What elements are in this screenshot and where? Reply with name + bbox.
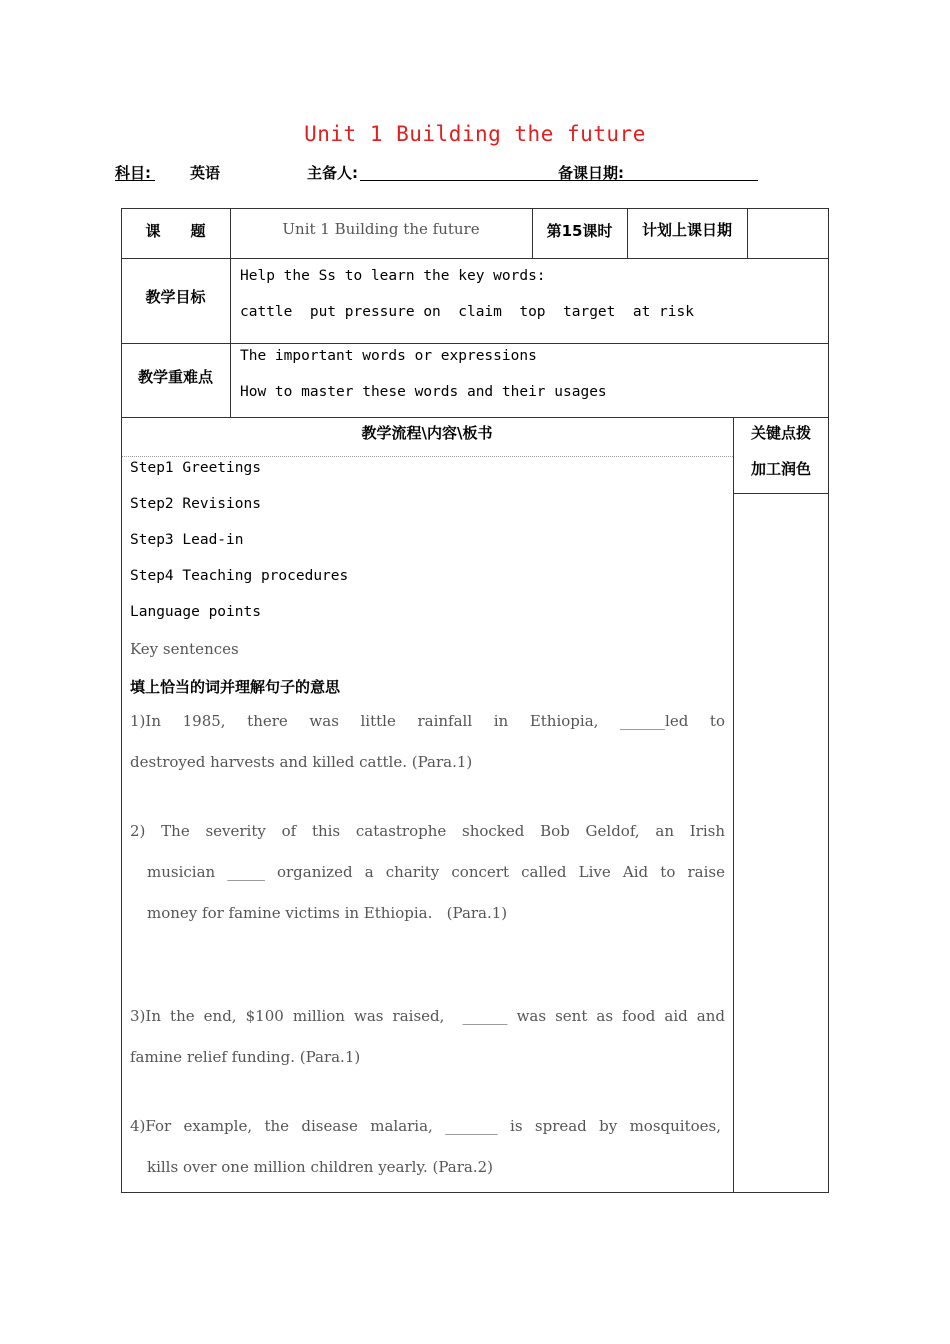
step-3: Step3 Lead-in	[130, 532, 244, 548]
step-1: Step1 Greetings	[130, 460, 261, 476]
process-header: 教学流程\内容\板书	[361, 424, 493, 442]
question-1-line-2: destroyed harvests and killed cattle. (Para.1)	[130, 753, 473, 771]
step-4: Step4 Teaching procedures	[130, 568, 349, 584]
question-4-line-2: kills over one million children yearly. (Para.2)	[147, 1158, 493, 1176]
question-2-line-3: money for famine victims in Ethiopia. (Para.1)	[147, 904, 508, 922]
side-header-1: 关键点拨	[750, 424, 811, 442]
objective-line-1: Help the Ss to learn the key words:	[240, 268, 546, 284]
key-line-2: How to master these words and their usages	[240, 384, 607, 400]
date-divider	[747, 208, 748, 258]
side-divider	[733, 493, 829, 494]
objective-label: 教学目标	[145, 288, 206, 306]
exercise-instruction: 填上恰当的词并理解句子的意思	[130, 678, 341, 696]
key-difficulty-label: 教学重难点	[137, 368, 213, 386]
topic-label: 课 题	[145, 222, 206, 240]
key-sentences: Key sentences	[130, 640, 239, 658]
planned-date-label: 计划上课日期	[641, 221, 732, 239]
row-divider-1	[121, 258, 829, 259]
subject-value: 英语	[190, 164, 221, 182]
label-column-divider	[230, 208, 231, 417]
question-2-line-2: musician _____ organized a charity concert called Live Aid to raise	[147, 863, 725, 881]
topic-value: Unit 1 Building the future	[282, 220, 480, 238]
step-2: Step2 Revisions	[130, 496, 261, 512]
question-2-line-1: 2) The severity of this catastrophe shocked Bob Geldof, an Irish	[130, 822, 725, 840]
side-column-divider	[733, 417, 734, 1193]
question-3-line-2: famine relief funding. (Para.1)	[130, 1048, 361, 1066]
question-3-line-1: 3)In the end, $100 million was raised, ______ was sent as food aid and	[130, 1007, 725, 1025]
language-points: Language points	[130, 604, 261, 620]
row-divider-2	[121, 343, 829, 344]
subject-label: 科目:	[115, 164, 151, 182]
question-1-line-1: 1)In 1985, there was little rainfall in Ethiopia, ______led to	[130, 712, 725, 730]
side-header-2: 加工润色	[750, 460, 811, 478]
question-4-line-1: 4)For example, the disease malaria, _______ is spread by mosquitoes,	[130, 1117, 721, 1135]
objective-line-2: cattle put pressure on claim top target at risk	[240, 304, 694, 320]
meta-underline-left	[115, 180, 155, 181]
row-divider-3	[121, 417, 829, 418]
period-number: 第15课时	[546, 222, 613, 240]
preparer-label: 主备人:	[307, 164, 358, 182]
date-label: 备课日期:	[558, 164, 624, 182]
document-title: Unit 1 Building the future	[304, 122, 646, 146]
meta-underline	[360, 180, 758, 181]
key-line-1: The important words or expressions	[240, 348, 537, 364]
process-header-divider	[122, 456, 733, 457]
